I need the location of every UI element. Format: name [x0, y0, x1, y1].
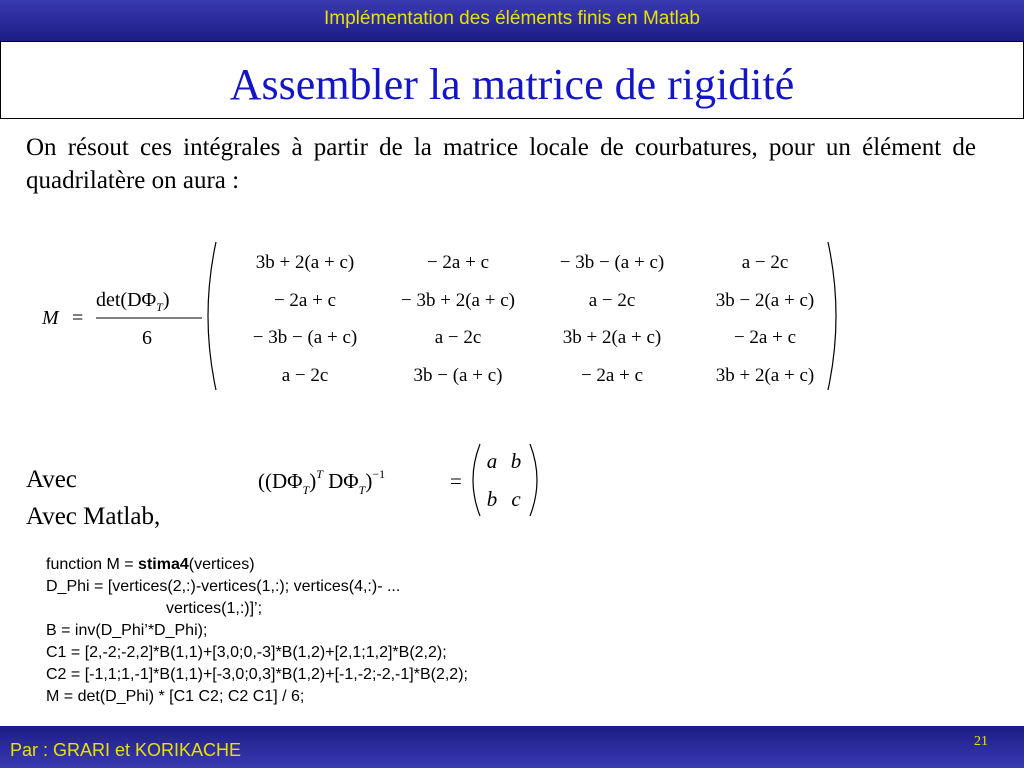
code-line: vertices(1,:)]’; [46, 600, 263, 617]
header-title: Implémentation des éléments finis en Matlab [324, 8, 700, 29]
matrix-cell: − 3b − (a + c) [559, 252, 665, 273]
page-number: 21 [974, 734, 988, 749]
code-line: C2 = [-1,1;1,-1]*B(1,1)+[-3,0;0,3]*B(1,2)+[-1,-2;-2,-1]*B(2,2); [46, 666, 468, 683]
small-matrix-cell: c [511, 487, 521, 511]
matrix-cell: a − 2c [434, 327, 482, 348]
footer-bar [0, 726, 1024, 768]
formula-m-eq: = [72, 307, 84, 329]
intro-paragraph: On résout ces intégrales à partir de la matrice locale de courbatures, pour un élément de quadrilatère on aura : [26, 134, 976, 194]
matrix-cell: − 2a + c [426, 252, 490, 273]
formula-m-denominator: 6 [142, 327, 152, 349]
matrix-cell: 3b − (a + c) [413, 365, 503, 386]
small-matrix-cell: b [486, 487, 498, 511]
code-line: C1 = [2,-2;-2,2]*B(1,1)+[3,0;0,-3]*B(1,2)+[2,1;1,2]*B(2,2); [46, 644, 447, 661]
avec-label: Avec [26, 466, 77, 493]
slide-title: Assembler la matrice de rigidité [229, 60, 795, 109]
avec-matlab-label: Avec Matlab, [26, 503, 161, 530]
matrix-right-paren [828, 242, 836, 390]
small-matrix-left-paren [473, 444, 480, 516]
matrix-left-paren [208, 242, 216, 390]
matrix-cell: 3b + 2(a + c) [562, 327, 662, 348]
formula-m-lhs: M [42, 307, 59, 329]
matrix-cell: − 3b + 2(a + c) [401, 290, 515, 311]
matrix-cell: − 2a + c [580, 365, 644, 386]
matrix-cell: 3b + 2(a + c) [255, 252, 355, 273]
matrix-cell: − 2a + c [733, 327, 797, 348]
small-matrix-right-paren [530, 444, 537, 516]
footer-authors: Par : GRARI et KORIKACHE [10, 740, 242, 760]
matrix-cell: 3b − 2(a + c) [715, 290, 815, 311]
title-box [0, 42, 1024, 119]
code-line: function M = stima4(vertices) [46, 556, 255, 573]
small-matrix-cell: a [486, 449, 498, 473]
matrix-cell: a − 2c [741, 252, 789, 273]
function-name: stima4 [138, 556, 189, 573]
formula-avec-lhs: ($(D\Phi_T)^T$ $D\Phi_T)^{-1}$ [258, 467, 386, 497]
matrix-cell: − 2a + c [273, 290, 337, 311]
formula-avec [252, 438, 552, 522]
small-matrix-cell: b [510, 449, 522, 473]
matrix-cell: a − 2c [281, 365, 329, 386]
formula-avec-eq: = [450, 469, 462, 493]
code-line: M = det(D_Phi) * [C1 C2; C2 C1] / 6; [46, 688, 305, 705]
matlab-code [46, 554, 468, 708]
matrix-cell: − 3b − (a + c) [252, 327, 358, 348]
formula-m [30, 236, 850, 396]
matrix-cell: a − 2c [588, 290, 636, 311]
code-line: D_Phi = [vertices(2,:)-vertices(1,:); vertices(4,:)- ... [46, 578, 401, 595]
formula-m-numerator: $\det(D\Phi_T)$ [96, 289, 170, 314]
header-bar [0, 0, 1024, 42]
matrix-cell: 3b + 2(a + c) [715, 365, 815, 386]
code-line: B = inv(D_Phi’*D_Phi); [46, 622, 208, 639]
